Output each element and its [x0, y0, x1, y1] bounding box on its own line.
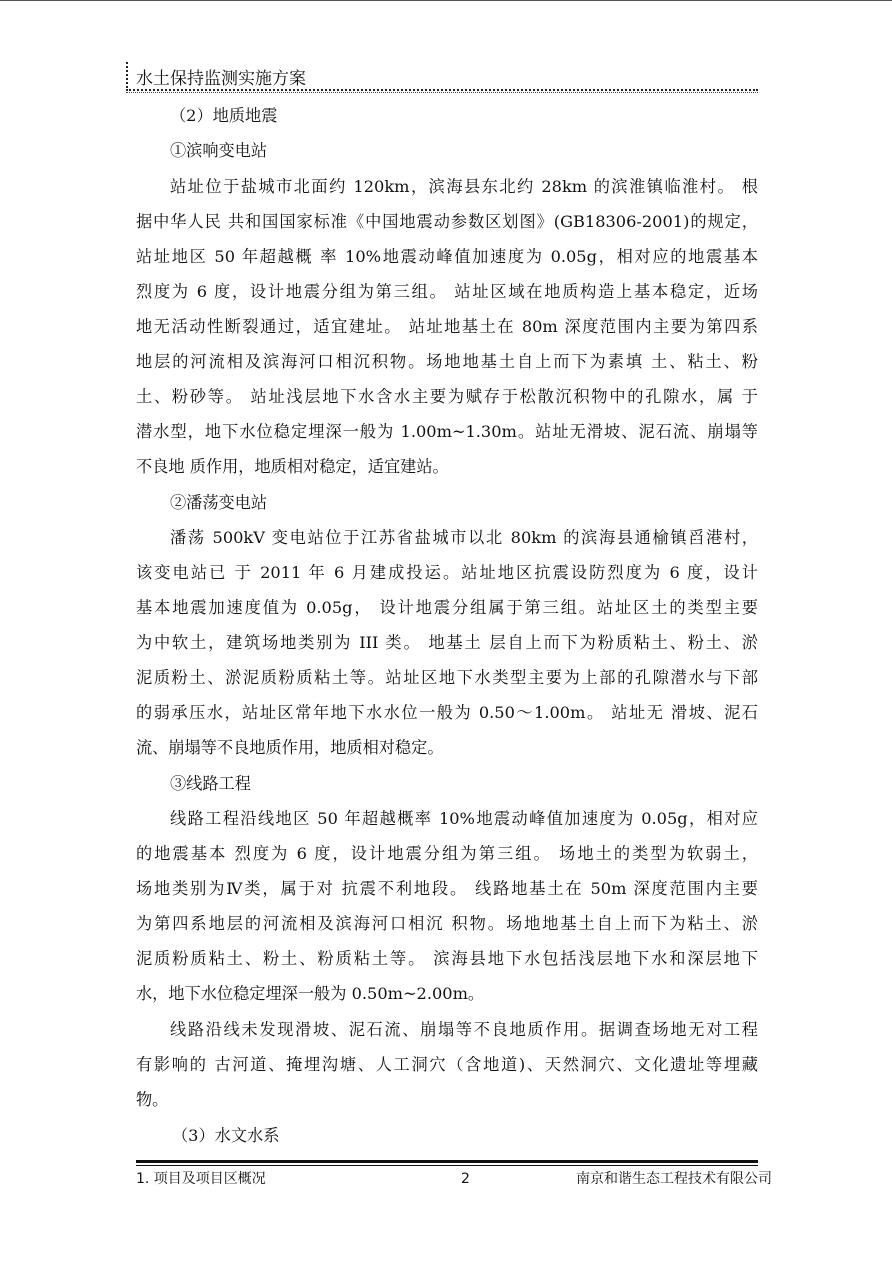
section-heading-geology: （2）地质地震: [170, 106, 278, 125]
header-left-dotted-rule: [126, 62, 128, 88]
page-header: [126, 58, 758, 92]
paragraph-line: 为中软土，建筑场地类别为 III 类。 地基土 层自上而下为粉质粘土、粉土、淤: [136, 633, 758, 652]
paragraph-line: 为第四系地层的河流相及滨海河口相沉 积物。场地地基土自上而下为粘土、淤: [136, 914, 758, 933]
subheading-pandang-substation: ②潘荡变电站: [170, 493, 268, 512]
paragraph-line: 潘荡 500kV 变电站位于江苏省盐城市以北 80km 的滨海县通榆镇舀港村，: [170, 528, 758, 547]
paragraph-line: 流、崩塌等不良地质作用，地质相对稳定。: [136, 738, 444, 757]
top-border-line: [0, 0, 892, 1]
paragraph-line: 站址位于盐城市北面约 120km，滨海县东北约 28km 的滨淮镇临淮村。 根: [170, 177, 758, 196]
paragraph-line: 线路工程沿线地区 50 年超越概率 10%地震动峰值加速度为 0.05g，相对应: [170, 809, 758, 828]
footer-rule-thin: [136, 1165, 758, 1166]
paragraph-line: 物。: [136, 1090, 169, 1109]
paragraph-line: 泥质粉质粘土、粉土、粉质粘土等。 滨海县地下水包括浅层地下水和深层地下: [136, 949, 758, 968]
paragraph-line: 烈度为 6 度，设计地震分组为第三组。 站址区域在地质构造上基本稳定，近场: [136, 282, 758, 301]
paragraph-line: 潜水型，地下水位稳定埋深一般为 1.00m~1.30m。站址无滑坡、泥石流、崩塌等: [136, 422, 758, 441]
footer-rule-thick: [136, 1160, 758, 1163]
footer-section-label: 1. 项目及项目区概况: [136, 1171, 266, 1187]
paragraph-line: 不良地 质作用，地质相对稳定，适宜建站。: [136, 457, 449, 476]
header-dotted-rule: [126, 89, 758, 91]
paragraph-line: 有影响的 古河道、掩埋沟塘、人工洞穴（含地道)、天然洞穴、文化遗址等埋藏: [136, 1055, 758, 1074]
paragraph-line: 泥质粉土、淤泥质粉质粘土等。站址区地下水类型主要为上部的孔隙潜水与下部: [136, 668, 758, 687]
header-dotted-rule-secondary: [126, 92, 758, 93]
paragraph-line: 的弱承压水，站址区常年地下水水位一般为 0.50～1.00m。 站址无 滑坡、泥石: [136, 703, 758, 722]
paragraph-line: 土、粉砂等。 站址浅层地下水含水主要为赋存于松散沉积物中的孔隙水，属 于: [136, 387, 758, 406]
paragraph-line: 水，地下水位稳定埋深一般为 0.50m~2.00m。: [136, 984, 485, 1003]
paragraph-line: 基本地震加速度值为 0.05g， 设计地震分组属于第三组。站址区土的类型主要: [136, 598, 758, 617]
paragraph-line: 站址地区 50 年超越概 率 10%地震动峰值加速度为 0.05g，相对应的地震基本: [136, 247, 758, 266]
paragraph-line: 该变电站已 于 2011 年 6 月建成投运。站址地区抗震设防烈度为 6 度，设计: [136, 563, 758, 582]
paragraph-line: 地无活动性断裂通过，适宜建址。 站址地基土在 80m 深度范围内主要为第四系: [136, 317, 758, 336]
paragraph-line: 线路沿线未发现滑坡、泥石流、崩塌等不良地质作用。据调查场地无对工程: [170, 1020, 758, 1039]
header-title: 水土保持监测实施方案: [136, 69, 306, 89]
section-heading-hydrology: （3）水文水系: [172, 1126, 280, 1145]
paragraph-line: 的地震基本 烈度为 6 度，设计地震分组为第三组。 场地土的类型为软弱土，: [136, 844, 758, 863]
subheading-binxiang-substation: ①滨响变电站: [170, 141, 268, 160]
footer-page-number: 2: [461, 1171, 470, 1187]
subheading-line-project: ③线路工程: [170, 774, 251, 793]
footer-company-name: 南京和谐生态工程技术有限公司: [576, 1171, 772, 1187]
paragraph-line: 据中华人民 共和国国家标准《中国地震动参数区划图》(GB18306-2001)的规定，: [136, 212, 758, 231]
paragraph-line: 地层的河流相及滨海河口相沉积物。场地地基土自上而下为素填 土、粘土、粉: [136, 352, 758, 371]
paragraph-line: 场地类别为Ⅳ类，属于对 抗震不利地段。 线路地基土在 50m 深度范围内主要: [136, 879, 758, 898]
